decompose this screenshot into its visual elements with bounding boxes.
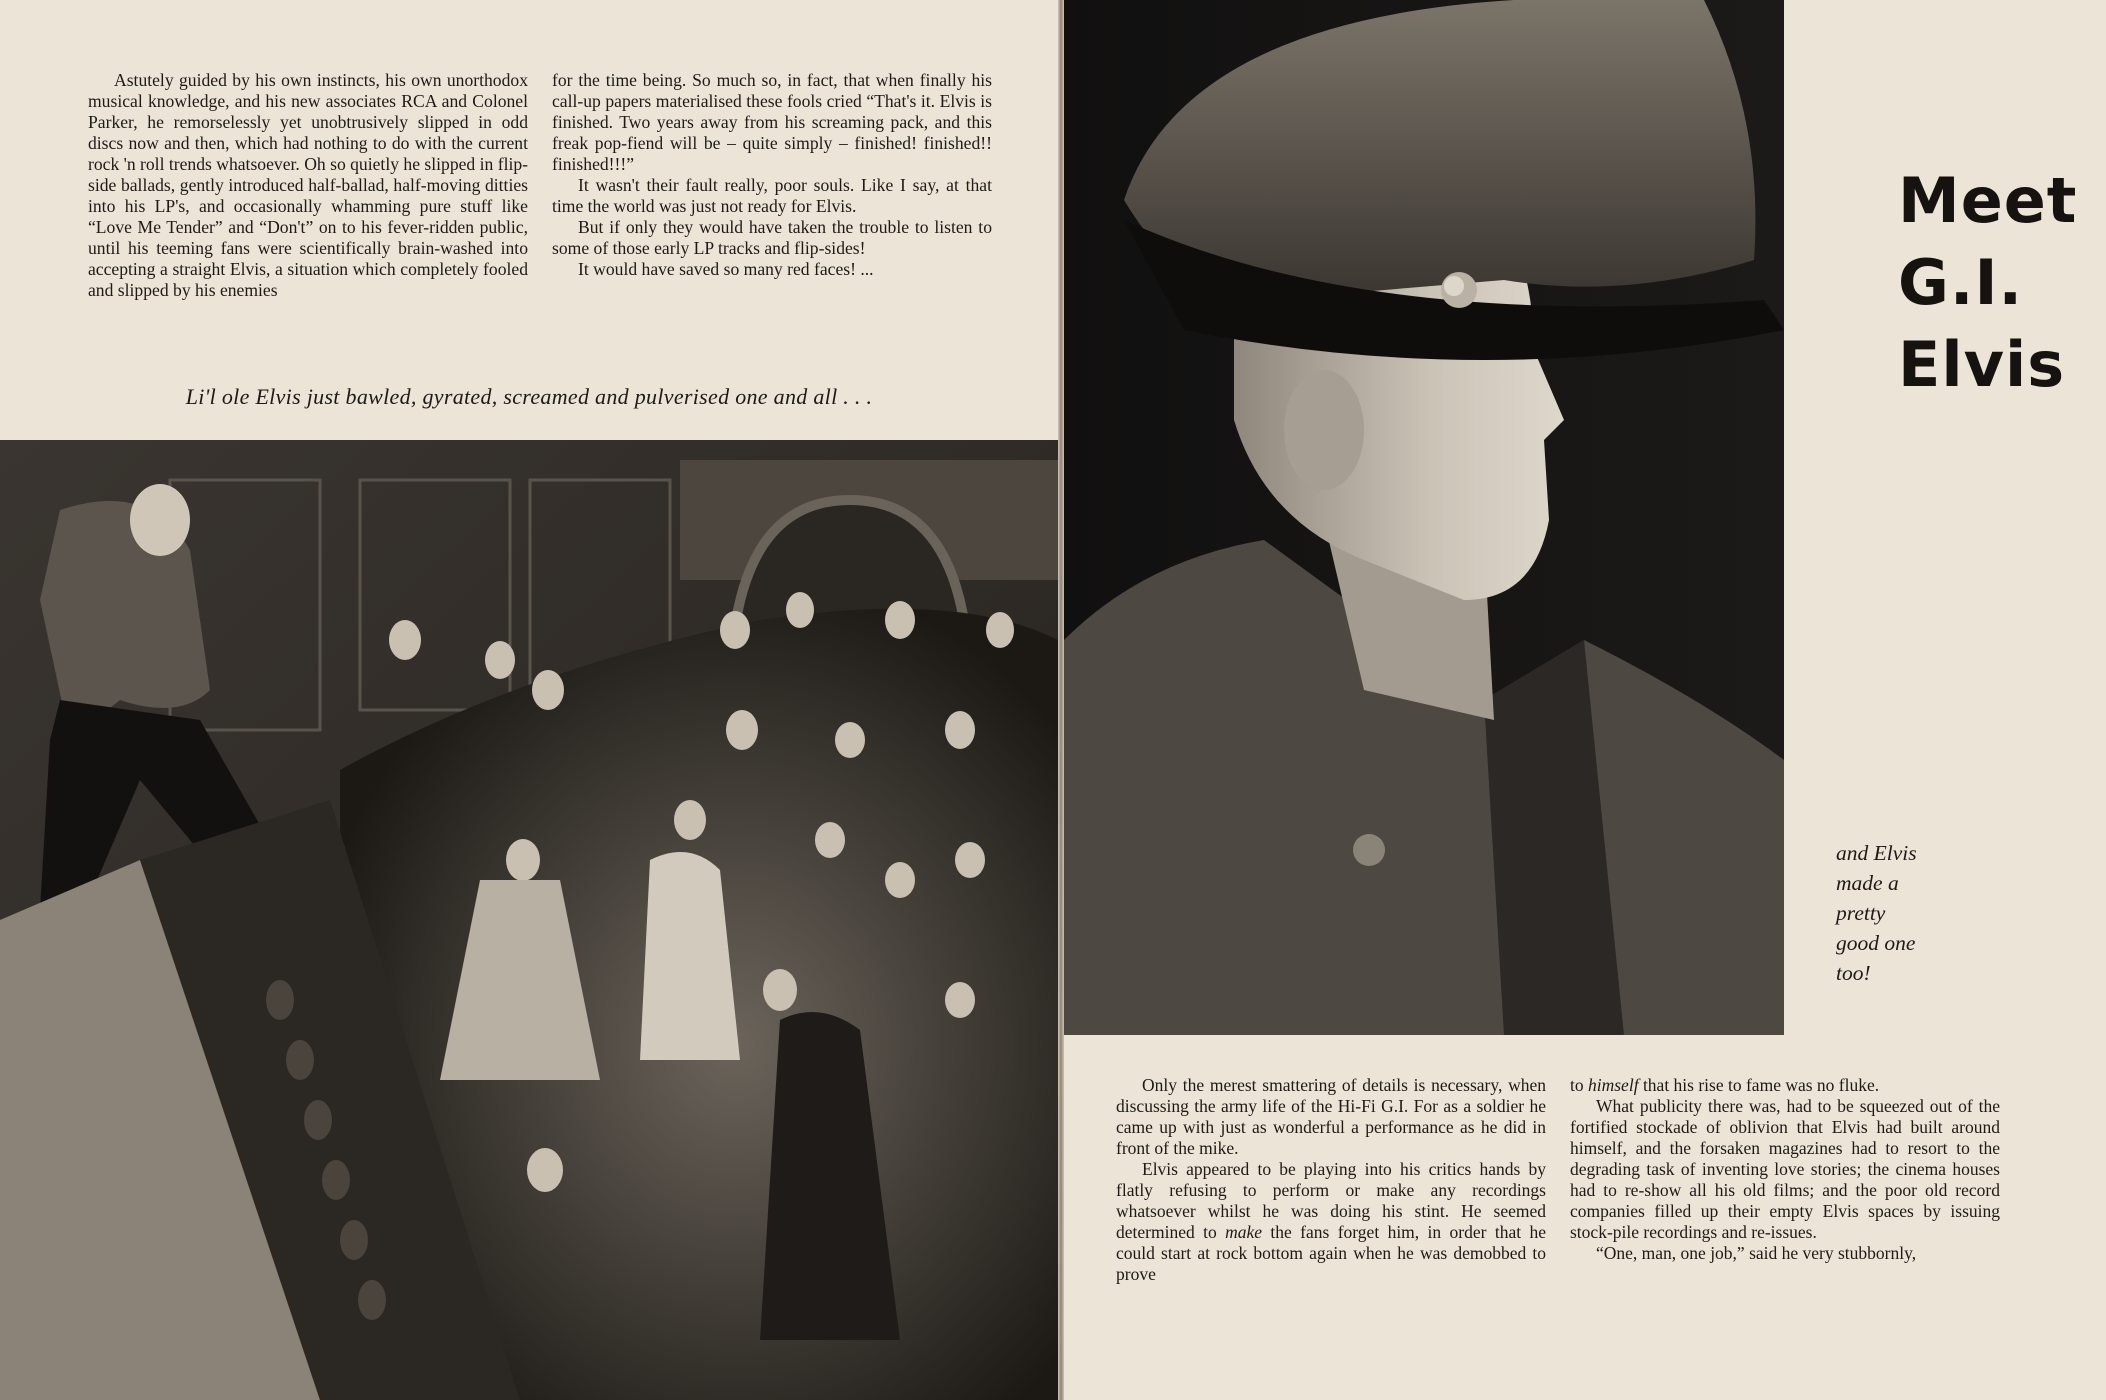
right-col2-paragraph-3: “One, man, one job,” said he very stubbornly,: [1596, 1243, 1917, 1263]
left-article-column-2: [552, 70, 992, 280]
right-col2-p1-start: to: [1570, 1075, 1588, 1095]
gi-elvis-portrait-photo: [1064, 0, 1784, 1035]
right-article-column-2: [1570, 1075, 2000, 1264]
left-article-column-1: [88, 70, 528, 301]
right-col2-paragraph-2: What publicity there was, had to be squeezed out of the fortified stockade of oblivion that Elvis had built around himself, and the forsaken magazines had to resort to the degrading task of inventing love stories; the cinema houses had to re-show all his old films; and the poor old record companies filled up their empty Elvis spaces by issuing stock-pile recordings and re-issues.: [1570, 1096, 2000, 1242]
concert-photo-caption: Li'l ole Elvis just bawled, gyrated, screamed and pulverised one and all . . .: [185, 384, 873, 409]
right-col1-paragraph-1: Only the merest smattering of details is necessary, when discussing the army life of the Hi-Fi G.I. For as a soldier he came up with just as wonderful a performance as he did in front of the mike.: [1116, 1075, 1546, 1158]
right-article-column-1: [1116, 1075, 1546, 1285]
portrait-caption: [1836, 838, 1917, 988]
right-col1-p2-emphasis: make: [1225, 1222, 1263, 1242]
caption-line-4: good one: [1836, 931, 1916, 955]
left-col2-paragraph-4: It would have saved so many red faces! ...: [578, 259, 874, 279]
right-col2-paragraph-1: [1570, 1075, 2000, 1096]
caption-line-3: pretty: [1836, 901, 1886, 925]
right-col2-p1-emphasis: himself: [1588, 1075, 1639, 1095]
title-line-gi: G.I.: [1898, 246, 2024, 319]
right-page: [1064, 0, 2106, 1400]
right-col1-p2-start: Elvis appeared to be playing into his critics hands by flatly refusing to perform or make any recordings whatsoever whilst he was doing his stint. He seemed determined to: [1116, 1159, 1546, 1242]
right-col1-paragraph-2: [1116, 1159, 1546, 1285]
left-col1-paragraph: Astutely guided by his own instincts, his own unorthodox musical knowledge, and his new associates RCA and Colonel Parker, he remorselessly yet unobtrusively slipped in odd discs now and then, which had nothing to do with the current rock 'n roll trends whatsoever. Oh so quietly he slipped in flip-side ballads, gently introduced half-ballad, half-moving ditties into his LP's, and occasionally whamming pure stuff like “Love Me Tender” and “Don't” on to his fever-ridden public, until his teeming fans were scientifically brain-washed into accepting a straight Elvis, a situation which completely fooled and slipped by his enemies: [88, 70, 528, 300]
left-col2-paragraph-3: But if only they would have taken the trouble to listen to some of those early LP tracks and flip-sides!: [552, 217, 992, 258]
caption-line-5: too!: [1836, 961, 1871, 985]
article-title: [1898, 160, 2077, 406]
right-col2-p1-end: that his rise to fame was no fluke.: [1638, 1075, 1880, 1095]
concert-crowd-photo: [0, 440, 1058, 1400]
title-line-elvis: Elvis: [1898, 328, 2066, 401]
caption-line-2: made a: [1836, 871, 1899, 895]
left-col2-paragraph-2: It wasn't their fault really, poor souls. Like I say, at that time the world was just not ready for Elvis.: [552, 175, 992, 216]
title-line-meet: Meet: [1898, 164, 2078, 237]
right-col1-p2-end: the fans forget him, in order that he could start at rock bottom again when he was demobbed to prove: [1116, 1222, 1546, 1284]
caption-line-1: and Elvis: [1836, 841, 1917, 865]
left-col2-paragraph-1: for the time being. So much so, in fact, that when finally his call-up papers materialised these fools cried “That's it. Elvis is finished. Two years away from his screaming pack, and this freak pop-fiend will be – quite simply – finished! finished!! finished!!!”: [552, 70, 992, 174]
